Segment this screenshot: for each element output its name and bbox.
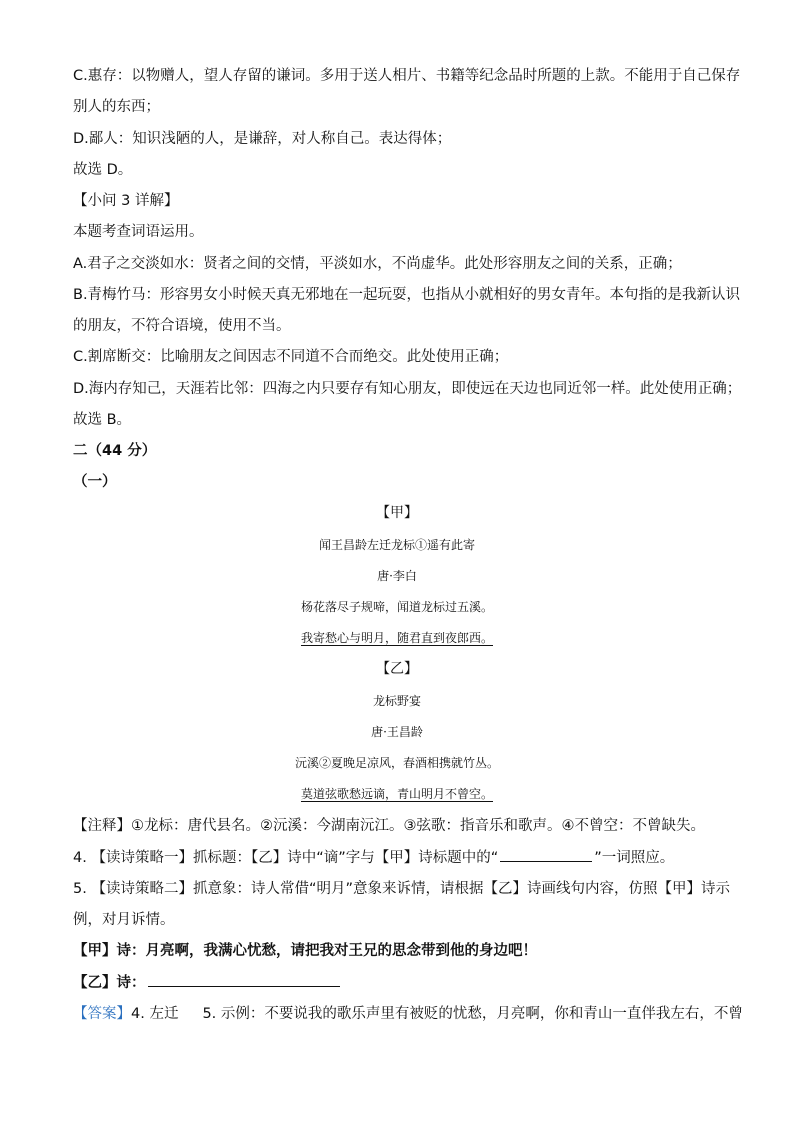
answer-prompt: 【乙】诗：	[73, 972, 723, 993]
text-line: D.海内存知己，天涯若比邻：四海之内只要存有知心朋友，即使远在天边也同近邻一样。此处使用正确；	[73, 381, 742, 397]
answer-blank[interactable]	[500, 847, 592, 862]
poem-a-title: 闻王昌龄左迁龙标①遥有此寄	[318, 538, 475, 552]
text-line: 本题考查词语运用。	[73, 224, 204, 240]
text-line: A.君子之交淡如水：贤者之间的交情，平淡如水，不尚虚华。此处形容朋友之间的关系，正确；	[73, 256, 682, 272]
poem-b-underlined-line: 莫道弦歌愁远谪，青山明月不曾空。	[300, 787, 493, 801]
poem-a-line: 杨花落尽子规啼，闻道龙标过五溪。	[300, 600, 493, 614]
notes: 【注释】①龙标：唐代县名。②沅溪：今湖南沅江。③弦歌：指音乐和歌声。④不曾空：不曾缺失。	[73, 818, 705, 834]
question-5: 5. 【读诗策略二】抓意象：诗人常借“明月”意象来诉情，请根据【乙】诗画线句内容，仿照【甲】诗示	[73, 881, 730, 897]
text-line: 故选 D。	[73, 162, 133, 178]
poem-b-title: 龙标野宴	[372, 694, 421, 708]
poem-a-underlined-line: 我寄愁心与明月，随君直到夜郎西。	[300, 631, 493, 645]
question-5-cont: 例，对月诉情。	[73, 912, 175, 928]
answer-blank-long[interactable]	[148, 972, 340, 987]
poem-b-line: 沅溪②夏晚足凉风，春酒相携就竹丛。	[294, 756, 499, 770]
text-line: C.惠存：以物赠人，望人存留的谦词。多用于送人相片、书籍等纪念品时所题的上款。不能用于自己保存	[73, 68, 741, 84]
answer-tag: 【答案】	[73, 1006, 131, 1022]
text-line: 别人的东西；	[73, 99, 160, 115]
poem-a-author: 唐·李白	[377, 569, 417, 583]
text-line: D.鄙人：知识浅陋的人，是谦辞，对人称自己。表达得体；	[73, 131, 452, 147]
text-line: 的朋友，不符合语境，使用不当。	[73, 318, 291, 334]
answer-line: 【答案】4. 左迁 5. 示例：不要说我的歌乐声里有被贬的忧愁，月亮啊，你和青山一直伴我左右，不曾	[73, 1006, 743, 1022]
text-line: C.割席断交：比喻朋友之间因志不同道不合而绝交。此处使用正确；	[73, 349, 509, 365]
subsection-title: （一）	[73, 474, 117, 490]
poem-b-author: 唐·王昌龄	[371, 725, 423, 739]
section-title: 二（44 分）	[73, 443, 157, 459]
poem-a-tag: 【甲】	[376, 505, 418, 521]
text-line: 故选 B。	[73, 412, 132, 428]
poem-b-tag: 【乙】	[376, 661, 418, 677]
question-4: 4. 【读诗策略一】抓标题：【乙】诗中“谪”字与【甲】诗标题中的“ ”一词照应。	[73, 847, 723, 868]
subheading: 【小问 3 详解】	[73, 193, 179, 209]
text-line: B.青梅竹马：形容男女小时候天真无邪地在一起玩耍，也指从小就相好的男女青年。本句指的是我新认识	[73, 287, 741, 303]
example-line: 【甲】诗：月亮啊，我满心忧愁，请把我对王兄的思念带到他的身边吧！	[73, 943, 537, 959]
